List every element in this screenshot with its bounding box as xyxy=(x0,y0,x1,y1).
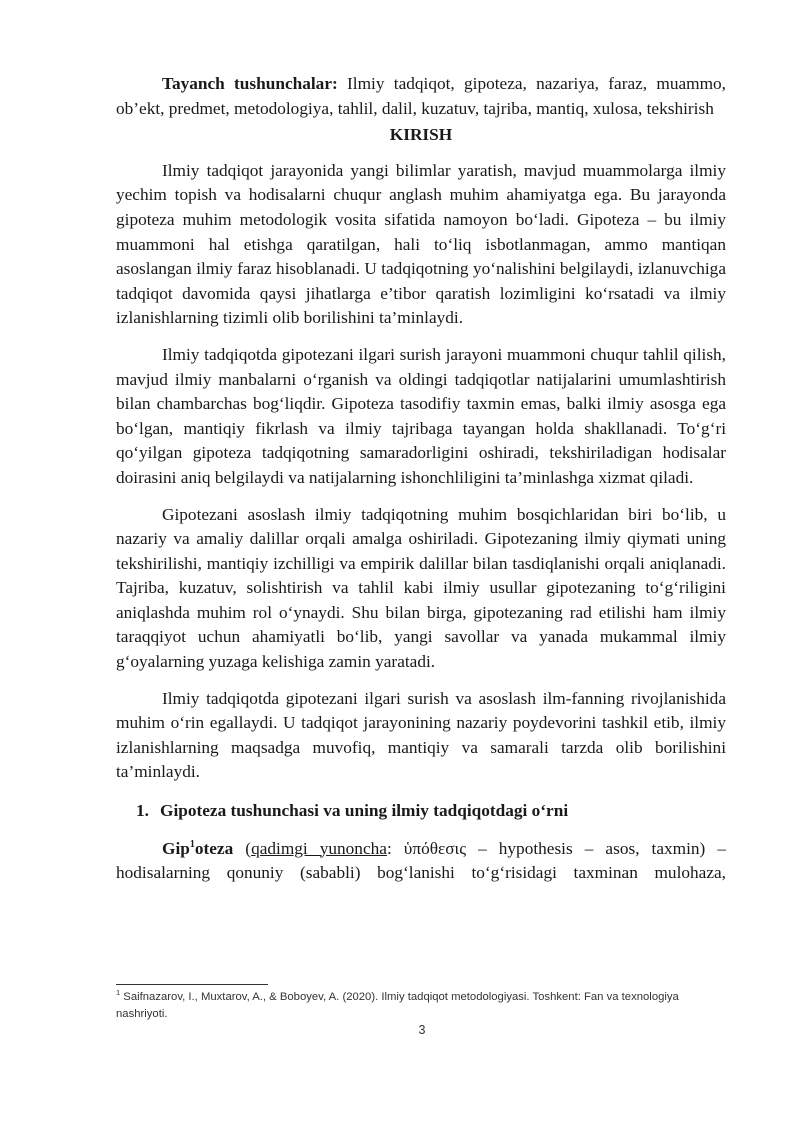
definition-line-2: hodisalarning qonuniy (sababli) bog‘lanishi to‘g‘risidagi taxminan mulohaza, xyxy=(116,863,726,883)
footnote-text: Saifnazarov, I., Muxtarov, A., & Boboyev, A. (2020). Ilmiy tadqiqot metodologiyasi. Toshkent: Fan va texnologiya nashriyoti. xyxy=(116,991,679,1020)
section-heading xyxy=(116,799,726,824)
footnote xyxy=(116,989,716,1023)
footnote-divider xyxy=(116,984,268,985)
footnote-marker: 1 xyxy=(116,988,121,998)
body-paragraph-1: Ilmiy tadqiqot jarayonida yangi bilimlar yaratish, mavjud muammolarga ilmiy yechim topish va hodisalarni chuqur anglash muhim ahamiyatga ega. Bu jarayonda gipoteza muhim metodologik vosita sifatida namoyon bo‘ladi. Gipoteza – bu ilmiy muammoni hal etishga qaratilgan, hali to‘liq isbotlanmagan, ammo mantiqan asoslangan ilmiy faraz hisoblanadi. U tadqiqotning yo‘nalishini belgilaydi, izlanuvchiga tadqiqot davomida qaysi jihatlarga e’tibor qaratish lozimligini ko‘rsatadi va ilmiy izlanishlarning tizimli olib borilishini ta’minlaydi. xyxy=(116,160,726,328)
section-number: 1. xyxy=(136,801,149,821)
intro-title: KIRISH xyxy=(389,125,453,145)
definition-paragraph: Gip$^1$oteza (qadimgi yunoncha: ὑπόθεσις – hypothesis – asos, taxmin) – hodisalarning qonuniy (sababli) bog‘lanishi to‘g‘risidagi taxminan mulohaza, xyxy=(116,838,726,883)
footnote-reference[interactable]: 1 xyxy=(189,838,195,850)
keywords-label: Tayanch tushunchalar: xyxy=(162,74,338,93)
body-paragraph-3: Gipotezani asoslash ilmiy tadqiqotning muhim bosqichlaridan biri bo‘lib, u nazariy va amaliy dalillar orqali amalga oshiriladi. Gipotezaning ilmiy qiymati uning tekshirilishi, mantiqiy izchilligi va empirik dalillar bilan tasdiqlanishi orqali aniqlanadi. Tajriba, kuzatuv, solishtirish va tahlil kabi ilmiy usullar gipotezaning to‘g‘riligini aniqlashda muhim rol o‘ynaydi. Shu bilan birga, gipotezaning rad etilishi ham ilmiy taraqqiyot uchun ahamiyatli bo‘lib, yangi savollar va yanada mukammal ilmiy g‘oyalarning yuzaga kelishiga zamin yaratadi. xyxy=(116,504,726,672)
section-title: Gipoteza tushunchasi va uning ilmiy tadqiqotdagi o‘rni xyxy=(160,801,569,821)
body-paragraph-2: Ilmiy tadqiqotda gipotezani ilgari surish jarayoni muammoni chuqur tahlil qilish, mavjud ilmiy manbalarni o‘rganish va oldingi tadqiqotlar natijalarini umumlashtirish bilan chambarchas bog‘liqdir. Gipoteza tasodifiy taxmin emas, balki ilmiy asosga ega bo‘lgan, mantiqiy fikrlash va ilmiy tajribaga tayangan holda shakllanadi. To‘g‘ri qo‘yilgan gipoteza tadqiqotning samaradorligini oshiradi, tekshiriladigan hodisalar doirasini aniq belgilaydi va natijalarning ishonchliligini ta’minlashga xizmat qiladi. xyxy=(116,344,726,487)
language-note: qadimgi yunoncha xyxy=(251,838,387,858)
document-page xyxy=(116,72,726,886)
keywords-paragraph xyxy=(116,72,726,121)
page-number: 3 xyxy=(418,1023,426,1037)
body-paragraph-4: Ilmiy tadqiqotda gipotezani ilgari surish va asoslash ilm-fanning rivojlanishida muhim o‘rin egallaydi. U tadqiqot jarayonining nazariy poydevorini tashkil etib, ilmiy izlanishlarning maqsadga muvofiq, mantiqiy va samarali tarzda olib borilishini ta’minlaydi. xyxy=(116,688,726,782)
keywords-text: Ilmiy tadqiqot, gipoteza, nazariya, faraz, muammo, ob’ekt, predmet, metodologiya, tahlil, dalil, kuzatuv, tajriba, mantiq, xulosa, tekshirish xyxy=(116,74,727,118)
definition-term: Gip$^1$oteza xyxy=(162,838,234,858)
